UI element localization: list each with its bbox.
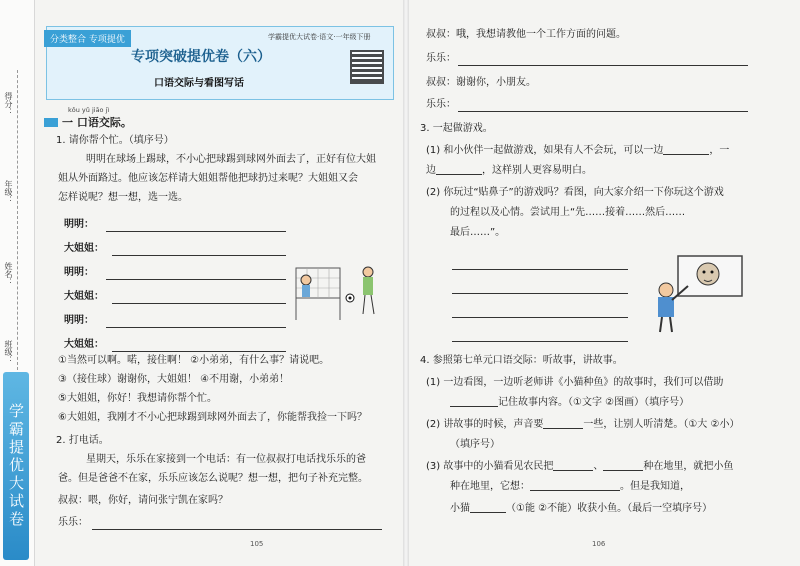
page-number: 106	[592, 540, 606, 548]
binding-spine	[0, 0, 35, 566]
page-title: 专项突破提优卷（六）	[131, 49, 271, 65]
score-label: 得分：	[4, 92, 13, 116]
question-2: 2. 打电话。	[56, 435, 109, 446]
soccer-illustration	[294, 258, 386, 328]
answer-line[interactable]	[106, 230, 286, 232]
answer-line[interactable]	[92, 528, 382, 530]
fill-blank[interactable]	[543, 417, 583, 429]
dialog-speaker: 明明：	[64, 315, 94, 326]
answer-line[interactable]	[458, 110, 748, 112]
story-line: 爸。但是爸爸不在家，乐乐应该怎么说呢？想一想，把句子补充完整。	[58, 473, 368, 484]
fill-blank[interactable]	[663, 143, 709, 155]
option-line: ③（接住球）谢谢你，大姐姐！ ④不用谢，小弟弟！	[58, 374, 290, 385]
left-page	[36, 0, 400, 566]
dialog-speaker: 大姐姐：	[64, 339, 104, 350]
question-3: 3. 一起做游戏。	[420, 123, 493, 134]
cut-line	[17, 70, 18, 370]
question-line: 记住故事内容。（①文字 ②图画）（填序号）	[450, 394, 689, 412]
page-subtitle: 口语交际与看图写话	[154, 78, 244, 89]
game-illustration	[650, 250, 746, 334]
answer-line[interactable]	[458, 64, 748, 66]
dialog-speaker: 明明：	[64, 219, 94, 230]
question-line: 种在地里，它想： 。但是我知道，	[450, 481, 690, 492]
pinyin-annotation: kǒu yǔ jiāo jì	[68, 106, 110, 114]
option-line: ⑥大姐姐，我刚才不小心把球踢到球网外面去了，你能帮我捡一下吗？	[58, 412, 367, 423]
dialog-speaker: 明明：	[64, 267, 94, 278]
fill-blank[interactable]	[436, 163, 482, 175]
dialog-speaker: 大姐姐：	[64, 291, 104, 302]
dialog-line: 叔叔：谢谢你，小朋友。	[426, 77, 536, 88]
fill-blank[interactable]	[450, 395, 498, 407]
question-line: 最后……”。	[450, 227, 506, 238]
dialog-line: 乐乐：	[58, 517, 88, 528]
story-line: 怎样说呢？想一想，选一选。	[58, 192, 188, 203]
question-line: (3) 故事中的小猫看见农民把 、 种在地里，就把小鱼	[426, 461, 734, 472]
question-line: 边 ，这样别人更容易明白。	[426, 165, 592, 176]
dialog-line: 乐乐：	[426, 53, 456, 64]
class-label: 班级：	[4, 340, 13, 364]
right-page	[412, 0, 792, 566]
question-line: (1) 和小伙伴一起做游戏，如果有人不会玩，可以一边 ，一	[426, 145, 730, 156]
page-number: 105	[250, 540, 264, 548]
dialog-speaker: 大姐姐：	[64, 243, 104, 254]
answer-line[interactable]	[452, 340, 628, 342]
question-line: (1) 一边看图，一边听老师讲《小猫种鱼》的故事时，我们可以借助	[426, 377, 724, 388]
answer-line[interactable]	[452, 292, 628, 294]
story-line: 姐从外面路过。他应该怎样请大姐姐帮他把球扔过来呢？大姐姐又会	[58, 173, 358, 184]
question-line: (2) 讲故事的时候，声音要 一些，让别人听清楚。（①大 ②小）	[426, 419, 740, 430]
fill-blank[interactable]	[530, 479, 620, 491]
fill-blank[interactable]	[603, 459, 643, 471]
fill-blank[interactable]	[470, 501, 506, 513]
page-fold	[403, 0, 409, 566]
story-line: 星期天，乐乐在家接到一个电话：有一位叔叔打电话找乐乐的爸	[86, 454, 366, 465]
question-line: 的过程以及心情。尝试用上“先……接着……然后……	[450, 207, 686, 218]
category-tag: 分类整合 专项提优	[44, 30, 131, 47]
option-line: ⑤大姐姐，你好！我想请你帮个忙。	[58, 393, 217, 404]
name-label: 姓名：	[4, 262, 13, 286]
option-line: ①当然可以啊。喏，接住啊！ ②小弟弟，有什么事？请说吧。	[58, 355, 330, 366]
answer-line[interactable]	[452, 268, 628, 270]
answer-line[interactable]	[106, 326, 286, 328]
qr-code-icon	[350, 50, 384, 84]
grade-label: 年级：	[4, 180, 13, 204]
question-line: （填序号）	[450, 439, 500, 450]
question-4: 4. 参照第七单元口语交际：听故事，讲故事。	[420, 355, 623, 366]
question-line: 小猫 （①能 ②不能）收获小鱼。（最后一空填序号）	[450, 503, 713, 514]
brand-logo: 学霸提优大试卷	[3, 372, 29, 560]
question-line: (2) 你玩过“贴鼻子”的游戏吗？看图，向大家介绍一下你玩这个游戏	[426, 187, 724, 198]
book-header: 学霸提优大试卷·语文·一年级下册	[268, 33, 371, 41]
section-heading: 一 口语交际。	[44, 114, 132, 130]
answer-line[interactable]	[112, 254, 286, 256]
fill-blank[interactable]	[553, 459, 593, 471]
answer-line[interactable]	[106, 278, 286, 280]
dialog-line: 叔叔：哦，我想请教他一个工作方面的问题。	[426, 29, 626, 40]
answer-line[interactable]	[452, 316, 628, 318]
dialog-line: 乐乐：	[426, 99, 456, 110]
dialog-line: 叔叔：喂，你好，请问张宁凯在家吗？	[58, 495, 228, 506]
question-1: 1. 请你帮个忙。（填序号）	[56, 135, 174, 146]
answer-line[interactable]	[112, 302, 286, 304]
story-line: 明明在球场上踢球，不小心把球踢到球网外面去了，正好有位大姐	[86, 154, 376, 165]
